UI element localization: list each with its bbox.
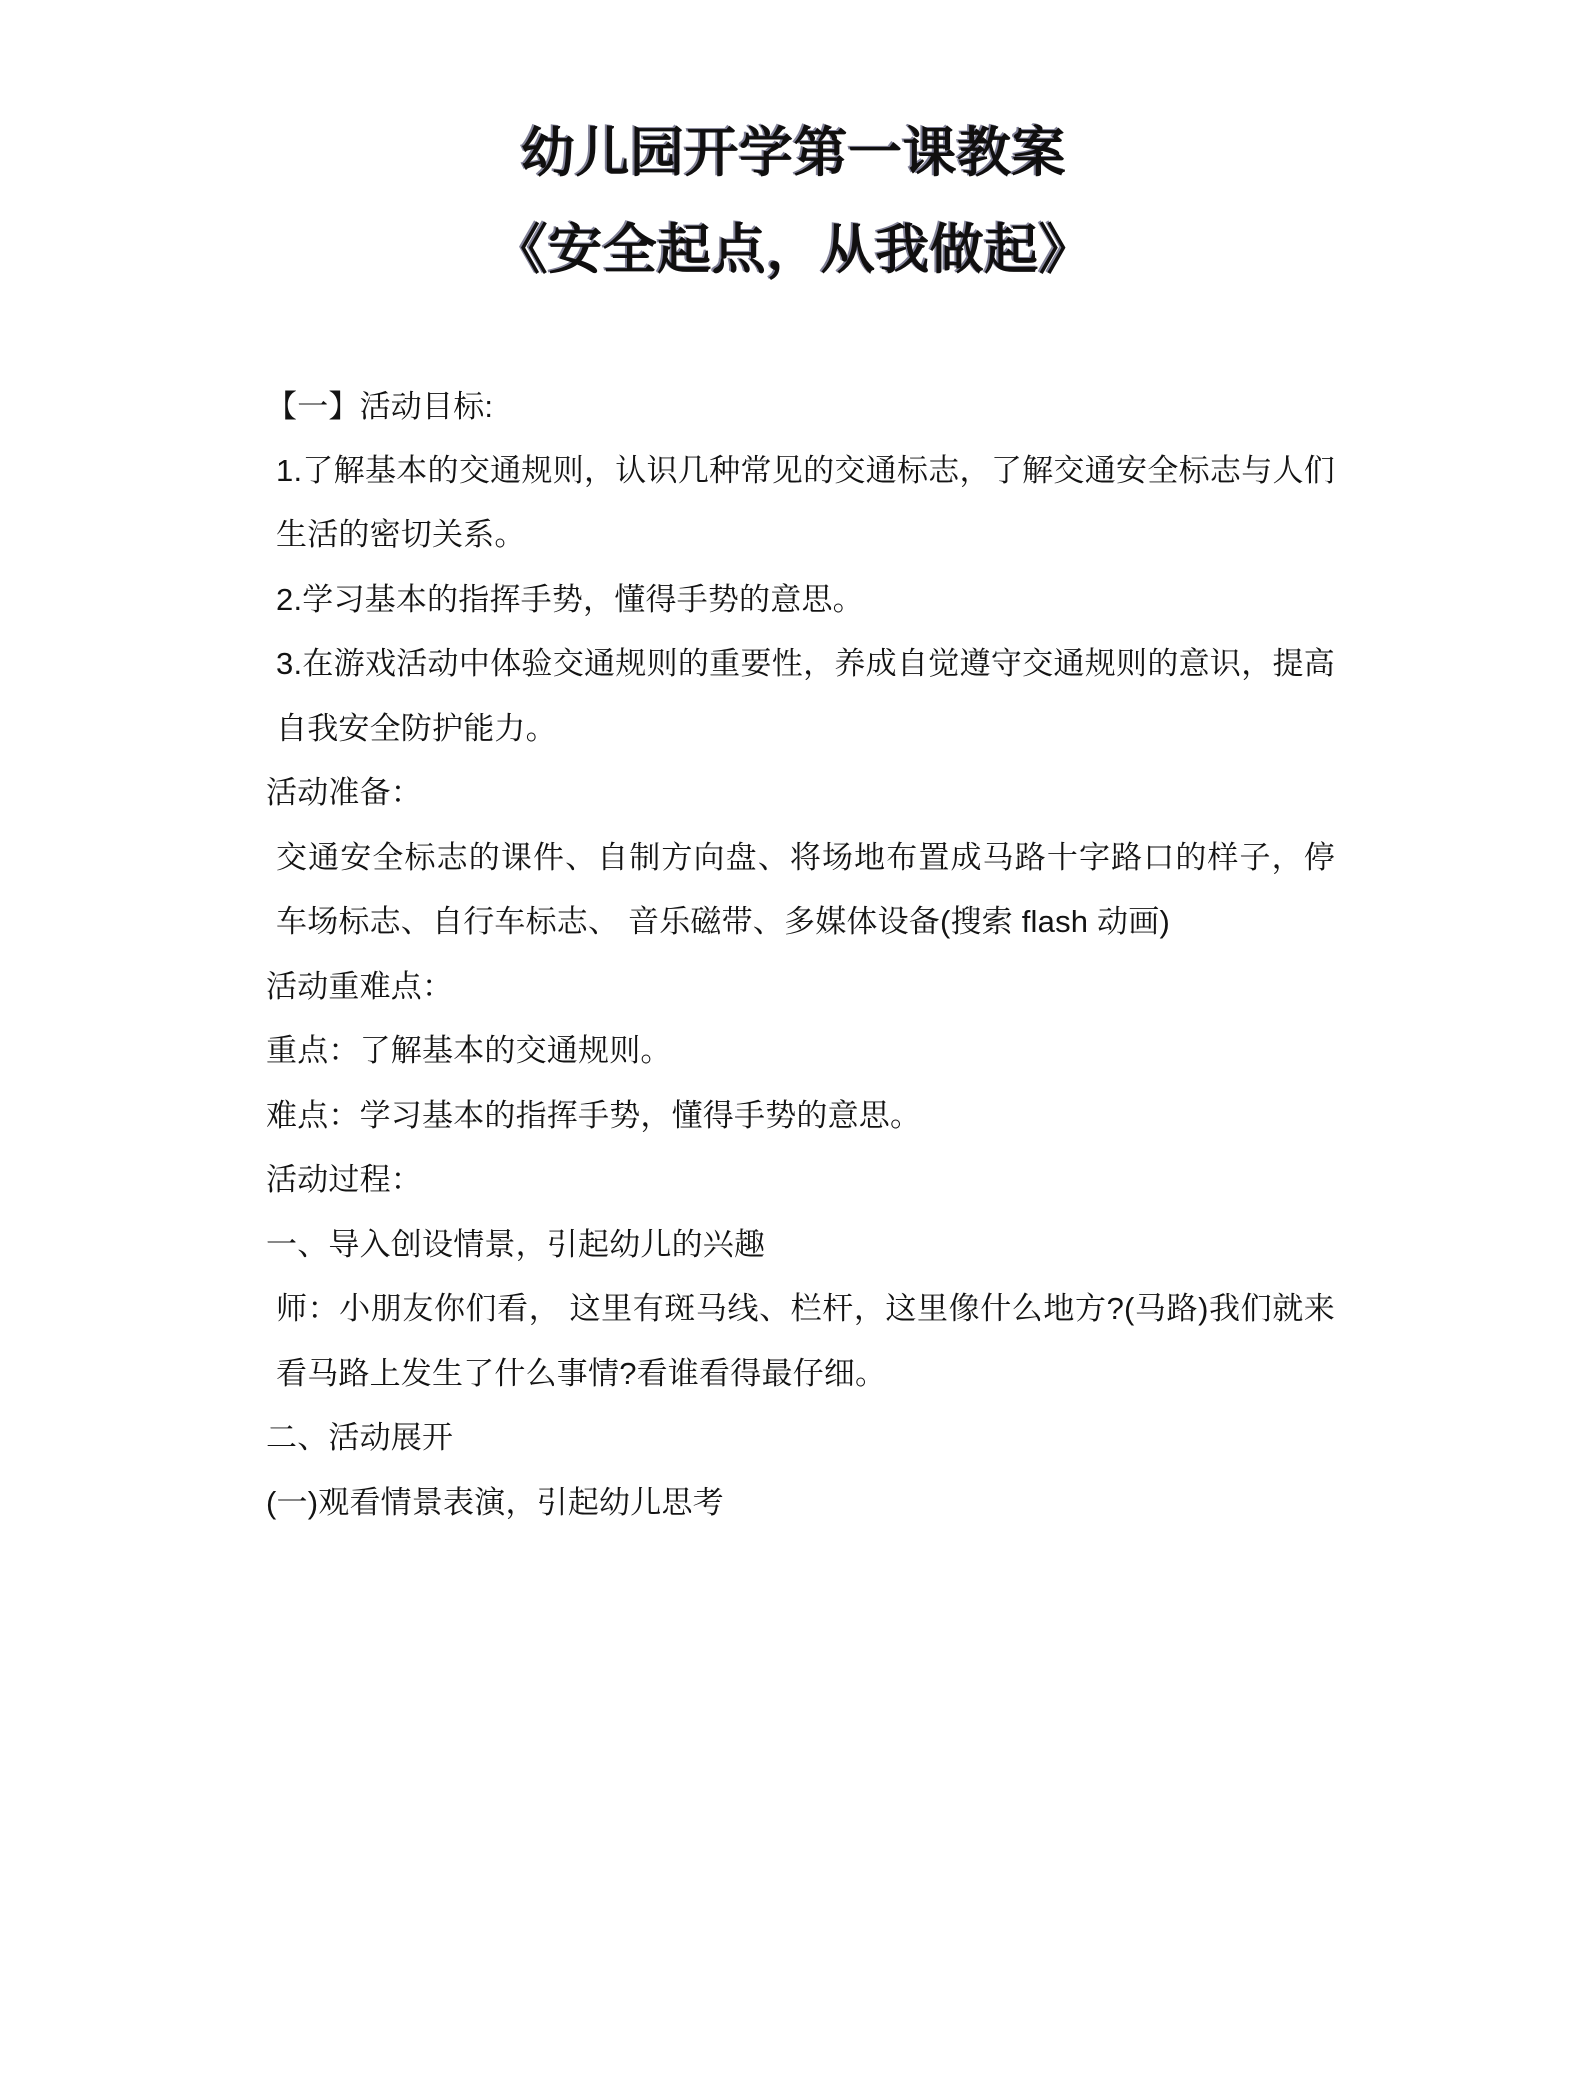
paragraph-step-two-sub-one: (一)观看情景表演，引起幼儿思考 — [266, 1484, 724, 1520]
title-body-spacer — [0, 287, 1587, 375]
title-block — [0, 0, 1587, 287]
paragraph-process-heading: 活动过程： — [266, 1162, 422, 1198]
document-content — [0, 375, 1587, 1535]
paragraph-activity-goals-heading: 【一】活动目标: — [266, 388, 494, 424]
paragraph-goal-3: 3.在游戏活动中体验交通规则的重要性，养成自觉遵守交通规则的意识，提高自我安全防护能力。 — [276, 646, 1335, 746]
paragraph-step-two-heading: 二、活动展开 — [266, 1420, 454, 1456]
paragraph-preparation-heading: 活动准备： — [266, 775, 422, 811]
paragraph-step-one-heading: 一、导入创设情景，引起幼儿的兴趣 — [266, 1226, 766, 1262]
page-title: 幼儿园开学第一课教案 — [521, 123, 1066, 183]
paragraph-key-difficulty-heading: 活动重难点： — [266, 968, 454, 1004]
page-subtitle: 《安全起点，从我做起》 — [493, 220, 1094, 281]
paragraph-key-point: 重点：了解基本的交通规则。 — [266, 1033, 672, 1069]
paragraph-goal-2: 2.学习基本的指挥手势，懂得手势的意思。 — [276, 581, 864, 617]
paragraph-goal-1: 1.了解基本的交通规则，认识几种常见的交通标志，了解交通安全标志与人们生活的密切关系。 — [276, 453, 1335, 553]
paragraph-preparation-body: 交通安全标志的课件、自制方向盘、将场地布置成马路十字路口的样子，停车场标志、自行车标志、 音乐磁带、多媒体设备(搜索 flash 动画) — [276, 839, 1335, 940]
paragraph-difficult-point: 难点：学习基本的指挥手势，懂得手势的意思。 — [266, 1097, 922, 1133]
paragraph-step-one-body: 师：小朋友你们看， 这里有斑马线、栏杆，这里像什么地方?(马路)我们就来看马路上发生了什么事情?看谁看得最仔细。 — [276, 1291, 1335, 1391]
